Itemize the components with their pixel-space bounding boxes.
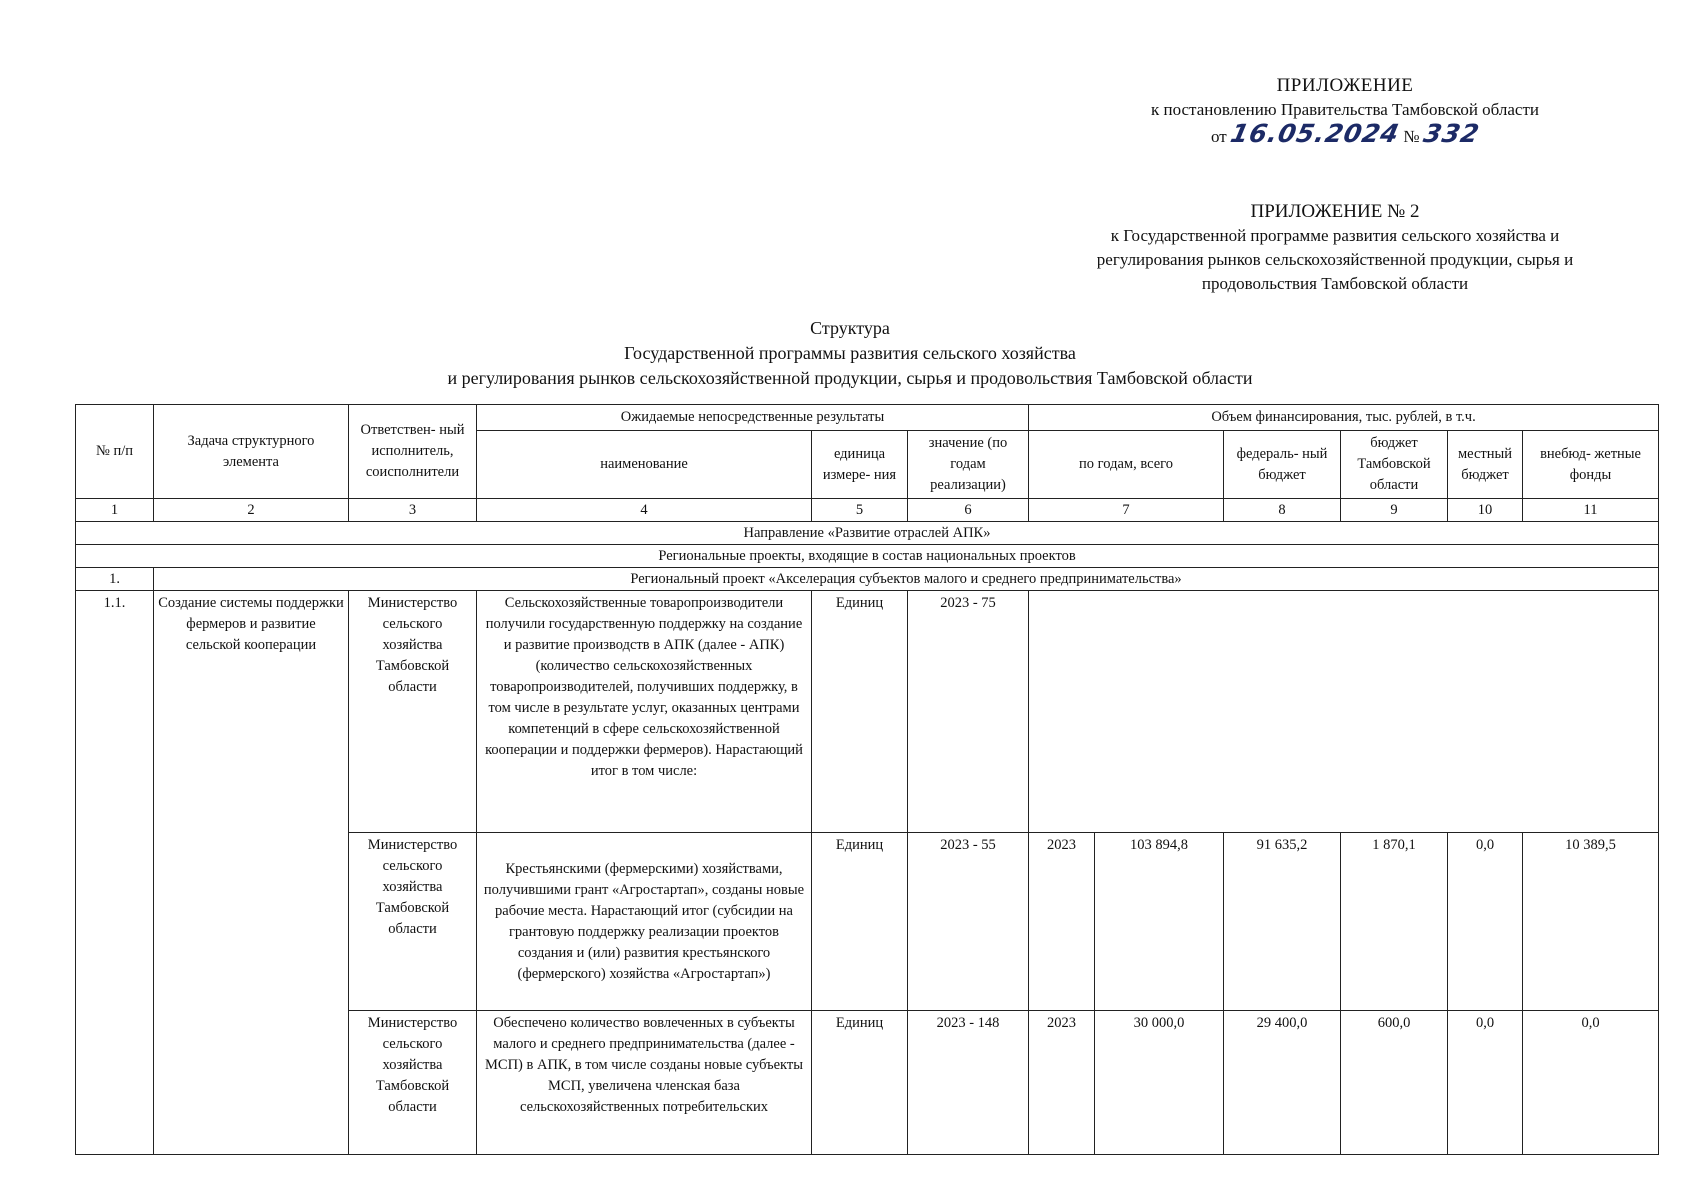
header-name: наименование	[477, 431, 812, 499]
year-cell: 2023	[1029, 1011, 1095, 1155]
federal-cell: 91 635,2	[1224, 833, 1341, 1011]
col-number: 6	[908, 499, 1029, 522]
header-num: № п/п	[76, 405, 154, 499]
header-row-1	[76, 405, 1659, 431]
annex-line-2: регулирования рынков сельскохозяйственной продукции, сырья и	[1096, 250, 1574, 269]
header-extra: внебюд- жетные фонды	[1523, 431, 1659, 499]
header-by-years: по годам, всего	[1029, 431, 1224, 499]
annex-header	[1040, 200, 1630, 296]
unit-cell: Единиц	[812, 591, 908, 833]
header-federal: федераль- ный бюджет	[1224, 431, 1341, 499]
unit-cell: Единиц	[812, 1011, 908, 1155]
financing-empty-cell	[1029, 591, 1659, 833]
local-cell: 0,0	[1448, 1011, 1523, 1155]
row-number: 1.	[76, 568, 154, 591]
value-cell: 2023 - 55	[908, 833, 1029, 1011]
col-number: 2	[154, 499, 349, 522]
section-direction: Направление «Развитие отраслей АПК»	[76, 522, 1659, 545]
total-cell: 103 894,8	[1095, 833, 1224, 1011]
header-resp: Ответствен- ный исполнитель, соисполнители	[349, 405, 477, 499]
column-number-row	[76, 499, 1659, 522]
col-number: 7	[1029, 499, 1224, 522]
col-number: 4	[477, 499, 812, 522]
handwritten-number: 332	[1420, 119, 1483, 148]
table-row	[76, 591, 1659, 833]
col-number: 1	[76, 499, 154, 522]
col-number: 9	[1341, 499, 1448, 522]
resp-cell: Министерство сельского хозяйства Тамбовской области	[349, 833, 477, 1011]
federal-cell: 29 400,0	[1224, 1011, 1341, 1155]
result-name-cell: Сельскохозяйственные товаропроизводители получили государственную поддержку на создание и развитие производств в АПК (далее - АПК) (количество сельскохозяйственных товаропроизводителей, получивших поддержку, в том числе в результате услуг, оказанных центрами компетенций в сфере сельскохозяйственной кооперации и поддержки фермеров). Нарастающий итог в том числе:	[477, 591, 812, 833]
regional-cell: 600,0	[1341, 1011, 1448, 1155]
structure-line-3: и регулирования рынков сельскохозяйственной продукции, сырья и продовольствия Тамбовской области	[447, 368, 1253, 388]
annex-line-1: к Государственной программе развития сельского хозяйства и	[1110, 226, 1560, 245]
section-direction-row	[76, 522, 1659, 545]
col-number: 11	[1523, 499, 1659, 522]
result-name-cell: Обеспечено количество вовлеченных в субъекты малого и среднего предпринимательства (далее - МСП) в АПК, в том числе созданы новые субъекты МСП, увеличена членская база сельскохозяйственных потребительских	[477, 1011, 812, 1155]
section-regional: Региональные проекты, входящие в состав национальных проектов	[76, 545, 1659, 568]
local-cell: 0,0	[1448, 833, 1523, 1011]
header-results: Ожидаемые непосредственные результаты	[477, 405, 1029, 431]
header-unit: единица измере- ния	[812, 431, 908, 499]
structure-title	[180, 316, 1520, 391]
header-task: Задача структурного элемента	[154, 405, 349, 499]
approval-header	[1110, 74, 1580, 149]
header-value: значение (по годам реализации)	[908, 431, 1029, 499]
annex-title: ПРИЛОЖЕНИЕ № 2	[1250, 201, 1420, 222]
annex-line-3: продовольствия Тамбовской области	[1201, 274, 1469, 293]
structure-line-2: Государственной программы развития сельского хозяйства	[624, 343, 1076, 363]
value-cell: 2023 - 148	[908, 1011, 1029, 1155]
header-financing: Объем финансирования, тыс. рублей, в т.ч.	[1029, 405, 1659, 431]
year-cell: 2023	[1029, 833, 1095, 1011]
approval-date-row	[1110, 119, 1580, 149]
col-number: 5	[812, 499, 908, 522]
approval-title: ПРИЛОЖЕНИЕ	[1276, 75, 1414, 96]
regional-project-title: Региональный проект «Акселерация субъектов малого и среднего предпринимательства»	[154, 568, 1659, 591]
handwritten-date: 16.05.2024	[1227, 119, 1403, 148]
structure-line-1: Структура	[810, 318, 890, 338]
resp-cell: Министерство сельского хозяйства Тамбовской области	[349, 1011, 477, 1155]
col-number: 8	[1224, 499, 1341, 522]
row-number: 1.1.	[76, 591, 154, 1155]
resp-cell: Министерство сельского хозяйства Тамбовской области	[349, 591, 477, 833]
approval-line: к постановлению Правительства Тамбовской области	[1150, 100, 1540, 119]
header-regional: бюджет Тамбовской области	[1341, 431, 1448, 499]
value-cell: 2023 - 75	[908, 591, 1029, 833]
unit-cell: Единиц	[812, 833, 908, 1011]
extra-cell: 10 389,5	[1523, 833, 1659, 1011]
col-number: 3	[349, 499, 477, 522]
section-regional-row	[76, 545, 1659, 568]
regional-cell: 1 870,1	[1341, 833, 1448, 1011]
task-cell: Создание системы поддержки фермеров и развитие сельской кооперации	[154, 591, 349, 1155]
extra-cell: 0,0	[1523, 1011, 1659, 1155]
number-label: №	[1403, 127, 1420, 146]
header-local: местный бюджет	[1448, 431, 1523, 499]
from-label: от	[1210, 127, 1227, 146]
total-cell: 30 000,0	[1095, 1011, 1224, 1155]
structure-table	[75, 404, 1659, 1155]
col-number: 10	[1448, 499, 1523, 522]
result-name-cell: Крестьянскими (фермерскими) хозяйствами, получившими грант «Агростартап», созданы новые рабочие места. Нарастающий итог (субсидии на грантовую поддержку реализации проектов создания и (или) развития крестьянского (фермерского) хозяйства «Агростартап»)	[477, 833, 812, 1011]
regional-project-row	[76, 568, 1659, 591]
